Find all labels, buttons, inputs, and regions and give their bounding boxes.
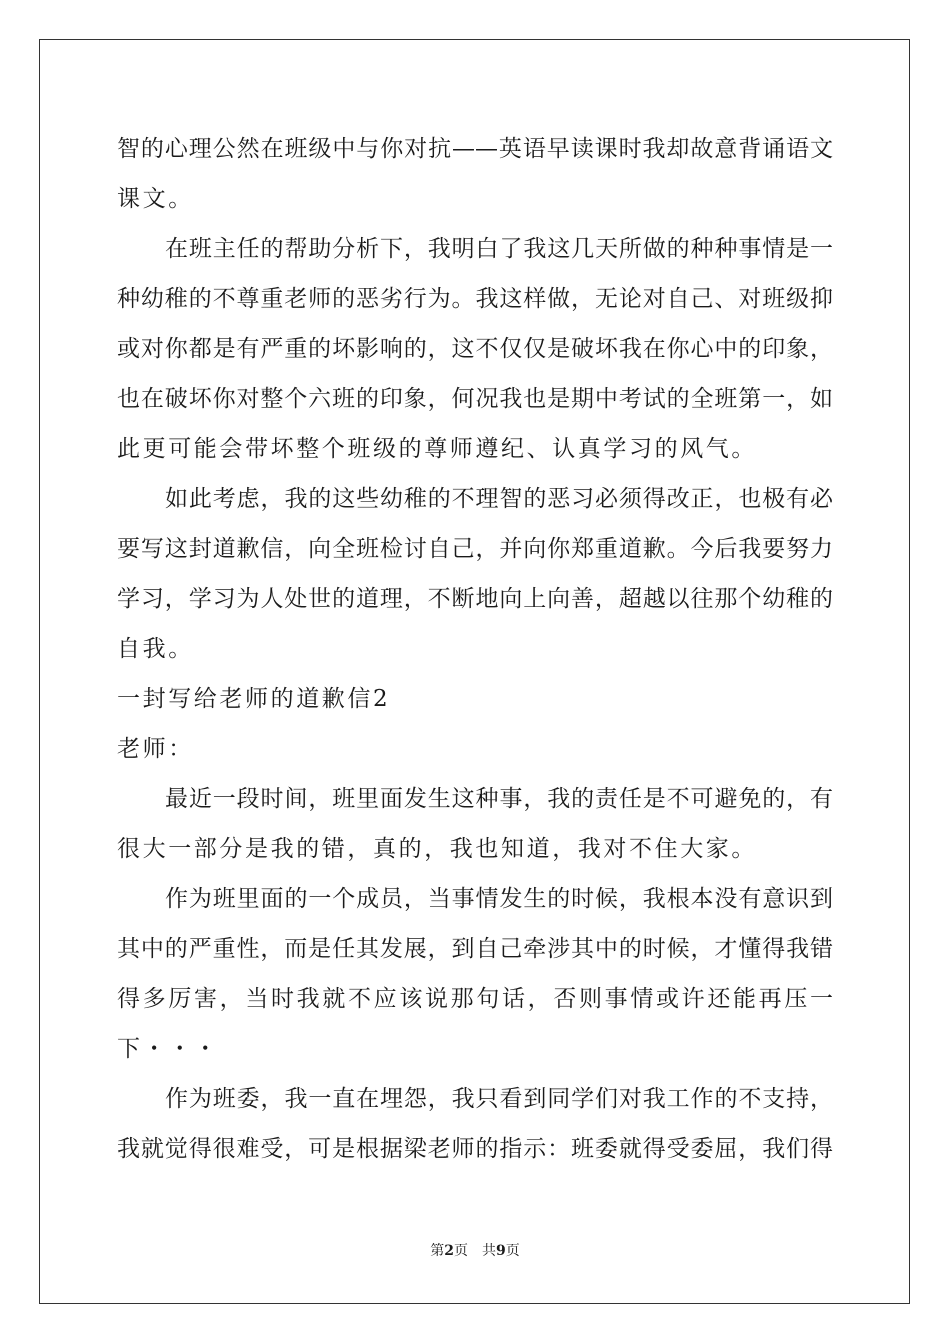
paragraph-start-line: 作为班委，我一直在埋怨，我只看到同学们对我工作的不支持， <box>165 1086 833 1112</box>
page-number-prefix: 第 <box>430 1243 445 1259</box>
text-line: 也在破坏你对整个六班的印象，何况我也是期中考试的全班第一，如 <box>117 386 833 412</box>
total-pages-suffix: 页 <box>505 1243 520 1259</box>
text-line: 学习，学习为人处世的道理，不断地向上向善，超越以往那个幼稚的 <box>117 586 833 612</box>
document-body <box>117 124 833 1174</box>
text-line: 课文。 <box>117 186 194 212</box>
paragraph-start-line: 最近一段时间，班里面发生这种事，我的责任是不可避免的，有 <box>165 786 833 812</box>
section-title: 一封写给老师的道歉信2 <box>117 686 391 712</box>
paragraph-start-line: 在班主任的帮助分析下，我明白了我这几天所做的种种事情是一 <box>165 236 833 262</box>
salutation: 老师： <box>117 736 194 762</box>
page-footer <box>0 1240 950 1260</box>
text-line: 此更可能会带坏整个班级的尊师遵纪、认真学习的风气。 <box>117 436 757 462</box>
text-line: 自我。 <box>117 636 194 662</box>
text-line: 其中的严重性，而是任其发展，到自己牵涉其中的时候，才懂得我错 <box>117 936 833 962</box>
text-line: 种幼稚的不尊重老师的恶劣行为。我这样做，无论对自己、对班级抑 <box>117 286 833 312</box>
text-line: 下・・・ <box>117 1036 220 1062</box>
text-line: 很大一部分是我的错，真的，我也知道，我对不住大家。 <box>117 836 757 862</box>
total-page-count: 9 <box>496 1243 506 1259</box>
total-pages-prefix: 共 <box>482 1243 496 1259</box>
paragraph-start-line: 作为班里面的一个成员，当事情发生的时候，我根本没有意识到 <box>165 886 833 912</box>
text-line: 要写这封道歉信，向全班检讨自己，并向你郑重道歉。今后我要努力 <box>117 536 833 562</box>
text-line: 智的心理公然在班级中与你对抗——英语早读课时我却故意背诵语文 <box>117 136 833 162</box>
page-number-suffix: 页 <box>454 1243 468 1259</box>
text-line: 或对你都是有严重的坏影响的，这不仅仅是破坏我在你心中的印象， <box>117 336 833 362</box>
text-line: 我就觉得很难受，可是根据梁老师的指示：班委就得受委屈，我们得 <box>117 1136 833 1162</box>
paragraph-start-line: 如此考虑，我的这些幼稚的不理智的恶习必须得改正，也极有必 <box>165 486 833 512</box>
text-line: 得多厉害，当时我就不应该说那句话，否则事情或许还能再压一 <box>117 986 833 1012</box>
current-page-number: 2 <box>444 1243 454 1259</box>
